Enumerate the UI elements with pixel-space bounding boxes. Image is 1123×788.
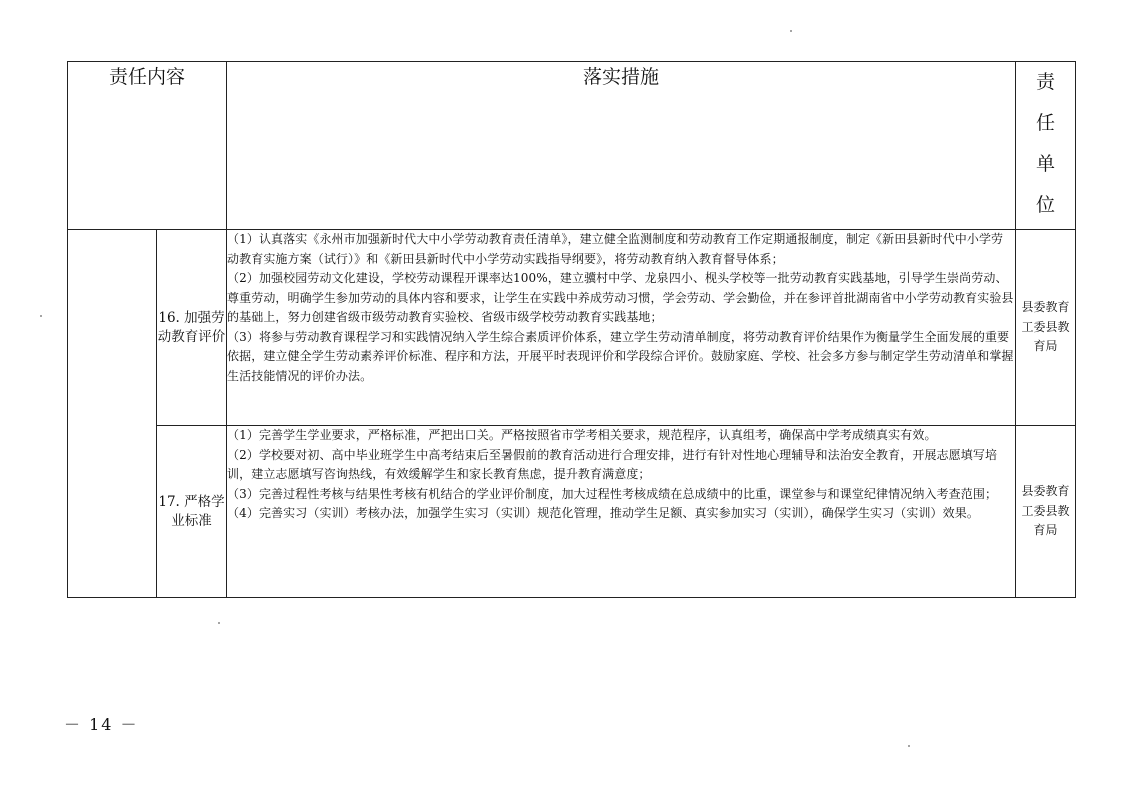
measures-cell [227, 230, 1016, 426]
item-title: 16. 加强劳动教育评价 [157, 309, 226, 345]
item-cell [157, 426, 227, 598]
header-unit-char: 单 [1036, 153, 1056, 175]
item-title: 17. 严格学业标准 [158, 493, 225, 529]
measure-paragraph: （1）认真落实《永州市加强新时代大中小学劳动教育责任清单》，建立健全监测制度和劳动教育工作定期通报制度，制定《新田县新时代中小学劳动教育实施方案（试行）》和《新田县新时代中小学劳动实践指导纲要》，将劳动教育纳入教育督导体系； [227, 232, 1004, 266]
table-header-row [68, 62, 1076, 230]
measure-paragraph: （3）将参与劳动教育课程学习和实践情况纳入学生综合素质评价体系，建立学生劳动清单制度，将劳动教育评价结果作为衡量学生全面发展的重要依据，建立健全学生劳动素养评价标准、程序和方法，开展平时表现评价和学段综合评价。鼓励家庭、学校、社会多方参与制定学生劳动清单和掌握生活技能情况的评价办法。 [227, 329, 1014, 383]
header-unit-char: 位 [1036, 194, 1056, 216]
header-responsible-unit [1016, 62, 1076, 230]
measure-paragraph: （4）完善实习（实训）考核办法，加强学生实习（实训）规范化管理，推动学生足额、真实参加实习（实训），确保学生实习（实训）效果。 [227, 506, 979, 520]
measure-paragraph: （2）学校要对初、高中毕业班学生中高考结束后至暑假前的教育活动进行合理安排，进行有针对性地心理辅导和法治安全教育，开展志愿填写培训，建立志愿填写咨询热线，有效缓解学生和家长教育焦虑，提升教育满意度； [227, 447, 998, 481]
scan-speck [790, 30, 792, 32]
unit-cell [1016, 230, 1076, 426]
header-unit-char: 任 [1036, 112, 1056, 134]
unit-text: 县委教育工委县教育局 [1021, 484, 1070, 538]
unit-cell [1016, 426, 1076, 598]
page-number: － 14 － [64, 715, 139, 734]
category-cell [68, 230, 157, 598]
scan-speck [908, 745, 910, 747]
scan-speck [40, 315, 42, 317]
measure-paragraph: （1）完善学生学业要求，严格标准，严把出口关。严格按照省市学考相关要求，规范程序，认真组考，确保高中学考成绩真实有效。 [227, 428, 937, 442]
scan-speck [218, 622, 220, 624]
measure-paragraph: （3）完善过程性考核与结果性考核有机结合的学业评价制度，加大过程性考核成绩在总成绩中的比重，课堂参与和课堂纪律情况纳入考查范围； [227, 486, 998, 501]
measures-cell [227, 426, 1016, 598]
item-cell [157, 230, 227, 426]
header-measures: 落实措施 [227, 62, 1016, 230]
measure-paragraph: （2）加强校园劳动文化建设，学校劳动课程开课率达100%，建立骥村中学、龙泉四小、枧头学校等一批劳动教育实践基地，引导学生崇尚劳动、尊重劳动，明确学生参加劳动的具体内容和要求，让学生在实践中养成劳动习惯，学会劳动、学会勤俭，并在参评首批湖南省中小学劳动教育实验县的基础上，努力创建省级市级劳动教育实验校、省级市级学校劳动教育实践基地； [227, 271, 1014, 324]
table-row [68, 230, 1076, 426]
header-responsibility-content: 责任内容 [68, 62, 227, 230]
table-row [68, 426, 1076, 598]
header-unit-char: 责 [1036, 71, 1056, 93]
responsibility-table [67, 61, 1076, 598]
unit-text: 县委教育工委县教育局 [1021, 300, 1070, 354]
